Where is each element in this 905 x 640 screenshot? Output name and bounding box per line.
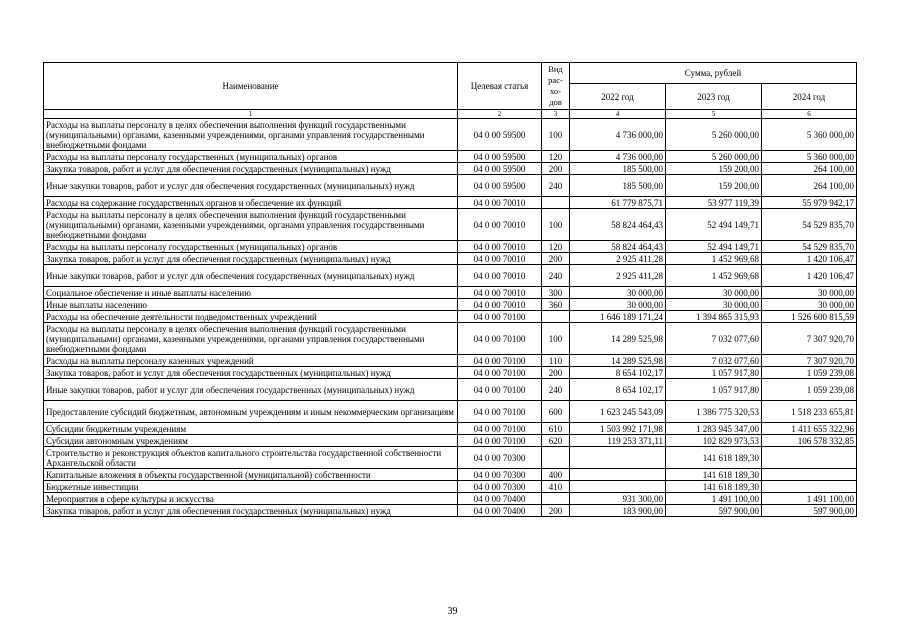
row-expense-type: 610 bbox=[542, 423, 570, 435]
header-sum: Сумма, рублей bbox=[570, 63, 857, 84]
table-row bbox=[44, 151, 857, 163]
row-amount-2022: 58 824 464,43 bbox=[570, 209, 666, 241]
row-target-code: 04 0 00 70400 bbox=[458, 493, 542, 505]
row-amount-2024: 5 360 000,00 bbox=[762, 119, 857, 151]
page-number: 39 bbox=[447, 606, 458, 617]
row-target-code: 04 0 00 70100 bbox=[458, 323, 542, 355]
row-expense-type: 200 bbox=[542, 253, 570, 265]
column-index: 1 bbox=[44, 110, 458, 119]
row-amount-2024: 1 518 233 655,81 bbox=[762, 401, 857, 423]
row-amount-2023: 1 057 917,80 bbox=[666, 367, 762, 379]
row-amount-2023: 1 386 775 320,53 bbox=[666, 401, 762, 423]
row-amount-2022: 30 000,00 bbox=[570, 287, 666, 299]
row-expense-type: 100 bbox=[542, 119, 570, 151]
row-name: Капитальные вложения в объекты государственной (муниципальной) собственности bbox=[44, 469, 458, 481]
row-expense-type: 600 bbox=[542, 401, 570, 423]
table-row bbox=[44, 493, 857, 505]
row-amount-2022: 8 654 102,17 bbox=[570, 379, 666, 401]
row-name: Иные закупки товаров, работ и услуг для обеспечения государственных (муниципальных) нужд bbox=[44, 175, 458, 197]
row-amount-2023: 102 829 973,53 bbox=[666, 435, 762, 447]
row-amount-2022: 185 500,00 bbox=[570, 175, 666, 197]
row-amount-2022 bbox=[570, 469, 666, 481]
table-row bbox=[44, 299, 857, 311]
row-expense-type: 200 bbox=[542, 163, 570, 175]
row-expense-type bbox=[542, 447, 570, 469]
row-target-code: 04 0 00 70100 bbox=[458, 355, 542, 367]
table-row bbox=[44, 423, 857, 435]
row-name: Мероприятия в сфере культуры и искусства bbox=[44, 493, 458, 505]
row-name: Иные закупки товаров, работ и услуг для обеспечения государственных (муниципальных) нужд bbox=[44, 265, 458, 287]
row-expense-type: 240 bbox=[542, 175, 570, 197]
row-amount-2022: 14 289 525,98 bbox=[570, 323, 666, 355]
row-amount-2022: 4 736 000,00 bbox=[570, 119, 666, 151]
row-name: Закупка товаров, работ и услуг для обеспечения государственных (муниципальных) нужд bbox=[44, 163, 458, 175]
row-amount-2022: 1 623 245 543,09 bbox=[570, 401, 666, 423]
row-expense-type: 120 bbox=[542, 241, 570, 253]
row-amount-2022: 931 300,00 bbox=[570, 493, 666, 505]
row-name: Закупка товаров, работ и услуг для обеспечения государственных (муниципальных) нужд bbox=[44, 253, 458, 265]
header-code: Целевая статья bbox=[458, 63, 542, 110]
row-amount-2023: 30 000,00 bbox=[666, 287, 762, 299]
table-row bbox=[44, 355, 857, 367]
row-expense-type bbox=[542, 493, 570, 505]
row-amount-2022: 2 925 411,28 bbox=[570, 265, 666, 287]
row-amount-2024: 1 491 100,00 bbox=[762, 493, 857, 505]
table-row bbox=[44, 163, 857, 175]
row-amount-2024: 264 100,00 bbox=[762, 163, 857, 175]
row-target-code: 04 0 00 70010 bbox=[458, 253, 542, 265]
table-row bbox=[44, 119, 857, 151]
table-row bbox=[44, 435, 857, 447]
table-row bbox=[44, 401, 857, 423]
row-name: Расходы на выплаты персоналу государственных (муниципальных) органов bbox=[44, 241, 458, 253]
row-target-code: 04 0 00 70010 bbox=[458, 299, 542, 311]
row-target-code: 04 0 00 70300 bbox=[458, 481, 542, 493]
row-target-code: 04 0 00 59500 bbox=[458, 119, 542, 151]
table-row bbox=[44, 265, 857, 287]
row-expense-type: 400 bbox=[542, 469, 570, 481]
row-amount-2023: 1 452 969,68 bbox=[666, 265, 762, 287]
row-amount-2022: 30 000,00 bbox=[570, 299, 666, 311]
row-amount-2023: 5 260 000,00 bbox=[666, 119, 762, 151]
row-name: Строительство и реконструкция объектов капитального строительства государственной собственности Архангельской области bbox=[44, 447, 458, 469]
row-amount-2023: 7 032 077,60 bbox=[666, 355, 762, 367]
column-index: 2 bbox=[458, 110, 542, 119]
row-expense-type: 100 bbox=[542, 323, 570, 355]
row-amount-2024: 1 420 106,47 bbox=[762, 265, 857, 287]
row-amount-2023: 7 032 077,60 bbox=[666, 323, 762, 355]
row-expense-type: 200 bbox=[542, 367, 570, 379]
row-amount-2024: 7 307 920,70 bbox=[762, 355, 857, 367]
column-index: 3 bbox=[542, 110, 570, 119]
row-name: Расходы на выплаты персоналу в целях обеспечения выполнения функций государственными (муниципальными) органами, казенными учреждениями, органами управления государственными внебюджетными фондами bbox=[44, 209, 458, 241]
table-row bbox=[44, 175, 857, 197]
table-row bbox=[44, 253, 857, 265]
row-target-code: 04 0 00 70100 bbox=[458, 367, 542, 379]
header-row bbox=[44, 63, 857, 84]
column-index: 6 bbox=[762, 110, 857, 119]
row-amount-2023: 597 900,00 bbox=[666, 505, 762, 517]
row-target-code: 04 0 00 70300 bbox=[458, 447, 542, 469]
header-year-2023: 2023 год bbox=[666, 84, 762, 110]
row-amount-2022: 8 654 102,17 bbox=[570, 367, 666, 379]
row-name: Расходы на выплаты персоналу в целях обеспечения выполнения функций государственными (муниципальными) органами, казенными учреждениями, органами управления государственными внебюджетными фондами bbox=[44, 323, 458, 355]
table-row bbox=[44, 209, 857, 241]
row-name: Субсидии автономным учреждениям bbox=[44, 435, 458, 447]
row-amount-2024: 55 979 942,17 bbox=[762, 197, 857, 209]
row-amount-2022: 1 646 189 171,24 bbox=[570, 311, 666, 323]
row-amount-2022: 119 253 371,11 bbox=[570, 435, 666, 447]
row-amount-2024: 1 411 655 322,96 bbox=[762, 423, 857, 435]
row-amount-2024: 1 420 106,47 bbox=[762, 253, 857, 265]
row-amount-2022: 58 824 464,43 bbox=[570, 241, 666, 253]
row-expense-type bbox=[542, 197, 570, 209]
row-expense-type: 410 bbox=[542, 481, 570, 493]
row-expense-type: 120 bbox=[542, 151, 570, 163]
table-row bbox=[44, 469, 857, 481]
row-amount-2024: 30 000,00 bbox=[762, 299, 857, 311]
row-amount-2023: 5 260 000,00 bbox=[666, 151, 762, 163]
table-row bbox=[44, 197, 857, 209]
table-row bbox=[44, 505, 857, 517]
row-expense-type: 200 bbox=[542, 505, 570, 517]
row-amount-2022 bbox=[570, 481, 666, 493]
row-amount-2023: 1 057 917,80 bbox=[666, 379, 762, 401]
row-target-code: 04 0 00 70100 bbox=[458, 435, 542, 447]
row-name: Закупка товаров, работ и услуг для обеспечения государственных (муниципальных) нужд bbox=[44, 367, 458, 379]
row-name: Закупка товаров, работ и услуг для обеспечения государственных (муниципальных) нужд bbox=[44, 505, 458, 517]
row-amount-2022: 4 736 000,00 bbox=[570, 151, 666, 163]
row-amount-2022: 61 779 875,71 bbox=[570, 197, 666, 209]
row-expense-type: 300 bbox=[542, 287, 570, 299]
row-target-code: 04 0 00 70010 bbox=[458, 197, 542, 209]
row-name: Социальное обеспечение и иные выплаты населению bbox=[44, 287, 458, 299]
table-row bbox=[44, 323, 857, 355]
row-amount-2023: 1 491 100,00 bbox=[666, 493, 762, 505]
row-expense-type: 240 bbox=[542, 265, 570, 287]
column-index-row bbox=[44, 110, 857, 119]
row-amount-2023: 1 283 945 347,00 bbox=[666, 423, 762, 435]
row-amount-2024: 1 526 600 815,59 bbox=[762, 311, 857, 323]
row-amount-2024 bbox=[762, 481, 857, 493]
header-name: Наименование bbox=[44, 63, 458, 110]
row-amount-2024 bbox=[762, 447, 857, 469]
budget-table bbox=[43, 62, 857, 517]
row-target-code: 04 0 00 70100 bbox=[458, 379, 542, 401]
row-amount-2023: 52 494 149,71 bbox=[666, 209, 762, 241]
column-index: 4 bbox=[570, 110, 666, 119]
row-amount-2022: 183 900,00 bbox=[570, 505, 666, 517]
row-amount-2022: 2 925 411,28 bbox=[570, 253, 666, 265]
row-name: Расходы на выплаты персоналу государственных (муниципальных) органов bbox=[44, 151, 458, 163]
row-expense-type: 360 bbox=[542, 299, 570, 311]
row-name: Субсидии бюджетным учреждениям bbox=[44, 423, 458, 435]
row-name: Расходы на обеспечение деятельности подведомственных учреждений bbox=[44, 311, 458, 323]
row-target-code: 04 0 00 70010 bbox=[458, 265, 542, 287]
row-expense-type: 620 bbox=[542, 435, 570, 447]
row-expense-type: 100 bbox=[542, 209, 570, 241]
row-amount-2024: 7 307 920,70 bbox=[762, 323, 857, 355]
row-amount-2024: 106 578 332,85 bbox=[762, 435, 857, 447]
row-amount-2023: 53 977 119,39 bbox=[666, 197, 762, 209]
row-amount-2024 bbox=[762, 469, 857, 481]
row-amount-2024: 1 059 239,08 bbox=[762, 367, 857, 379]
row-target-code: 04 0 00 70010 bbox=[458, 241, 542, 253]
table-row bbox=[44, 447, 857, 469]
row-name: Расходы на выплаты персоналу казенных учреждений bbox=[44, 355, 458, 367]
row-amount-2023: 52 494 149,71 bbox=[666, 241, 762, 253]
header-vid: Вид рас- хо- дов bbox=[542, 63, 570, 110]
row-amount-2024: 597 900,00 bbox=[762, 505, 857, 517]
column-index: 5 bbox=[666, 110, 762, 119]
row-amount-2024: 264 100,00 bbox=[762, 175, 857, 197]
row-target-code: 04 0 00 70010 bbox=[458, 209, 542, 241]
header-year-2022: 2022 год bbox=[570, 84, 666, 110]
row-amount-2022: 1 503 992 171,98 bbox=[570, 423, 666, 435]
row-target-code: 04 0 00 59500 bbox=[458, 151, 542, 163]
table-row bbox=[44, 311, 857, 323]
row-target-code: 04 0 00 70300 bbox=[458, 469, 542, 481]
table-row bbox=[44, 367, 857, 379]
row-target-code: 04 0 00 70100 bbox=[458, 311, 542, 323]
row-amount-2023: 159 200,00 bbox=[666, 163, 762, 175]
row-expense-type: 110 bbox=[542, 355, 570, 367]
table-row bbox=[44, 481, 857, 493]
row-amount-2024: 54 529 835,70 bbox=[762, 241, 857, 253]
row-target-code: 04 0 00 59500 bbox=[458, 175, 542, 197]
row-expense-type bbox=[542, 311, 570, 323]
row-amount-2024: 5 360 000,00 bbox=[762, 151, 857, 163]
table-row bbox=[44, 379, 857, 401]
row-name: Иные выплаты населению bbox=[44, 299, 458, 311]
row-amount-2022: 185 500,00 bbox=[570, 163, 666, 175]
row-amount-2022 bbox=[570, 447, 666, 469]
row-target-code: 04 0 00 59500 bbox=[458, 163, 542, 175]
table-row bbox=[44, 287, 857, 299]
row-name: Расходы на содержание государственных органов и обеспечение их функций bbox=[44, 197, 458, 209]
row-name: Иные закупки товаров, работ и услуг для обеспечения государственных (муниципальных) нужд bbox=[44, 379, 458, 401]
row-target-code: 04 0 00 70100 bbox=[458, 401, 542, 423]
row-amount-2024: 1 059 239,08 bbox=[762, 379, 857, 401]
row-name: Предоставление субсидий бюджетным, автономным учреждениям и иным некоммерческим организациям bbox=[44, 401, 458, 423]
row-amount-2023: 141 618 189,30 bbox=[666, 447, 762, 469]
row-amount-2023: 1 452 969,68 bbox=[666, 253, 762, 265]
row-amount-2024: 30 000,00 bbox=[762, 287, 857, 299]
row-target-code: 04 0 00 70010 bbox=[458, 287, 542, 299]
row-name: Расходы на выплаты персоналу в целях обеспечения выполнения функций государственными (муниципальными) органами, казенными учреждениями, органами управления государственными внебюджетными фондами bbox=[44, 119, 458, 151]
row-target-code: 04 0 00 70400 bbox=[458, 505, 542, 517]
row-expense-type: 240 bbox=[542, 379, 570, 401]
row-amount-2022: 14 289 525,98 bbox=[570, 355, 666, 367]
row-amount-2023: 30 000,00 bbox=[666, 299, 762, 311]
row-name: Бюджетные инвестиции bbox=[44, 481, 458, 493]
row-amount-2023: 141 618 189,30 bbox=[666, 481, 762, 493]
table-row bbox=[44, 241, 857, 253]
row-target-code: 04 0 00 70100 bbox=[458, 423, 542, 435]
row-amount-2023: 1 394 865 315,93 bbox=[666, 311, 762, 323]
row-amount-2023: 159 200,00 bbox=[666, 175, 762, 197]
header-year-2024: 2024 год bbox=[762, 84, 857, 110]
row-amount-2023: 141 618 189,30 bbox=[666, 469, 762, 481]
row-amount-2024: 54 529 835,70 bbox=[762, 209, 857, 241]
